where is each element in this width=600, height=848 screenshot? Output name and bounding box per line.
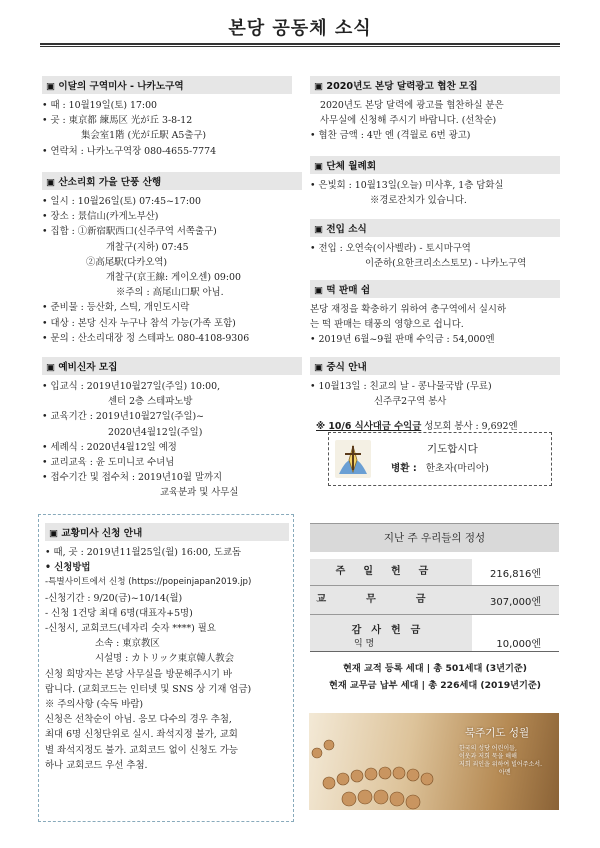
summary-line: 현재 교적 등록 세대 | 총 501세대 (3년기준) — [343, 663, 527, 674]
info-line: • 교리교육 : 윤 도미니코 수녀님 — [42, 457, 175, 469]
info-line: 교육분과 및 사무실 — [160, 487, 239, 499]
offering-amount: 307,000엔 — [489, 596, 541, 608]
offering-row — [310, 559, 559, 586]
info-line: • 2019년 6월~9월 판매 수익금 : 54,000엔 — [310, 334, 495, 346]
info-line: 최대 6명 신청단위로 실시. 좌석지정 불가, 교회 — [45, 729, 238, 741]
section-hiking — [42, 172, 302, 346]
section-title: ▣ 산소리회 가을 단풍 산행 — [42, 172, 302, 190]
section-elder-group — [310, 156, 560, 208]
banner-line: 아멘 — [499, 769, 511, 776]
info-line: • 세례식 : 2020년4월12일 예정 — [42, 441, 177, 453]
section-calendar-ad — [310, 76, 560, 144]
info-line: 하나 교회코드 우선 추첨. — [45, 759, 148, 771]
prayer-box — [328, 432, 552, 486]
summary-line: 현재 교무금 납부 세대 | 총 226세대 (2019년기준) — [328, 680, 542, 691]
section-title: ▣ 떡 판매 쉼 — [310, 280, 560, 298]
offering-label: 감사헌금 — [351, 625, 431, 636]
info-line: • 전입 : 오연숙(이사벨라) - 토시마구역 — [310, 243, 471, 254]
section-papal-mass — [45, 523, 289, 773]
offering-sublabel: 익 명 — [354, 639, 375, 649]
info-line: 사무실에 신청해 주시기 바랍니다. (선착순) — [320, 115, 497, 127]
info-line: • 때 : 10월19일(토) 17:00 — [42, 100, 158, 111]
section-lunch — [310, 357, 560, 435]
info-line: • 연락처 : 나카노구역장 080-4655-7774 — [42, 145, 217, 157]
section-title: ▣ 단체 월례회 — [310, 156, 560, 174]
section-catechumen — [42, 357, 302, 501]
offering-label-cell — [310, 615, 472, 651]
info-line: -특별사이트에서 신청 (https://popeinjapan2019.jp) — [45, 577, 252, 588]
title-rule-bottom — [40, 46, 560, 47]
info-line: 신청은 선착순이 아님. 응모 다수의 경우 추첨, — [45, 714, 232, 726]
banner-prayer — [459, 745, 542, 777]
info-line: ※경로잔치가 있습니다. — [370, 195, 467, 207]
info-line: - 신청 1건당 최대 6명(대표자+5명) — [45, 607, 193, 619]
info-line: ※주의 : 高尾山口駅 아님. — [116, 287, 224, 299]
info-line: • 교육기간 : 2019년10월27일(주일)~ — [42, 411, 205, 423]
info-line: 2020년4월12일(주일) — [108, 426, 203, 438]
info-line: ※ 주의사항 (숙독 바람) — [45, 699, 144, 711]
info-line: • 은빛회 : 10월13일(오늘) 미사후, 1층 담화실 — [310, 180, 504, 191]
section-ricecake — [310, 280, 560, 348]
papal-mass-box — [38, 514, 294, 822]
info-line: • 입교식 : 2019년10월27일(주일) 10:00, — [42, 381, 221, 392]
prayer-label: 병환 : — [391, 463, 417, 474]
offering-row — [310, 586, 559, 615]
info-line: • 준비물 : 등산화, 스틱, 개인도시락 — [42, 302, 190, 314]
praying-hands-icon — [335, 440, 371, 478]
info-line: • 곳 : 東京都 練馬区 光が丘 3-8-12 — [42, 115, 193, 127]
info-line: • 문의 : 산소리대장 정 스테파노 080-4108-9306 — [42, 332, 250, 344]
info-line: • 때, 곳 : 2019년11월25일(월) 16:00, 도쿄돔 — [45, 547, 242, 558]
info-line: • 대상 : 본당 신자 누구나 참석 가능(가족 포함) — [42, 317, 236, 329]
lunch-note-bold: ※ 10/6 식사대금 수익금 — [316, 421, 422, 433]
offering-label: 교무금 — [316, 594, 466, 605]
section-title: ▣ 전입 소식 — [310, 219, 560, 237]
page-title: 본당 공동체 소식 — [228, 18, 372, 39]
info-line: • 일시 : 10월26일(토) 07:45~17:00 — [42, 196, 201, 207]
prayer-line — [391, 460, 489, 474]
banner-line: 이웃과 저희 묵을 해해 — [459, 753, 517, 760]
info-line: ②高尾駅(다카오역) — [86, 256, 168, 268]
info-line: 별 좌석지정도 불가. 교회코드 없이 신청도 가능 — [45, 744, 238, 756]
section-title: ▣ 중식 안내 — [310, 357, 560, 375]
banner-title: 묵주기도 성월 — [465, 727, 530, 739]
info-line: 랍니다. (교회코드는 인터넷 및 SNS 상 기재 엄금) — [45, 683, 252, 695]
info-line: 는 떡 판매는 태풍의 영향으로 쉽니다. — [310, 319, 464, 331]
info-line: 2020년도 본당 달력에 광고를 협찬하실 분은 — [320, 100, 504, 111]
info-line: 신청 희망자는 본당 사무실을 방문해주시기 바 — [45, 668, 232, 680]
info-line: 본당 재정을 확충하기 위하여 총구역에서 실시하 — [310, 304, 507, 315]
info-line: -신청시, 교회코드(네자리 숫자 ****) 필요 — [45, 623, 216, 635]
offering-title: 지난 주 우리들의 정성 — [310, 523, 559, 553]
info-line: 개찰구(京王線: 게이오센) 09:00 — [106, 272, 241, 284]
info-line: 소속 : 東京教区 — [95, 638, 160, 650]
offering-amount: 216,816엔 — [489, 568, 541, 580]
prayer-title: 기도합시다 — [427, 443, 478, 455]
info-line: • 10월13일 : 친교의 날 - 콩나물국밥 (무료) — [310, 381, 492, 392]
offering-row — [310, 615, 559, 652]
info-line: 이준하(요한크리소스토모) - 나카노구역 — [365, 258, 527, 270]
info-line: 시설명 : カトリック東京韓人教会 — [95, 653, 235, 665]
prayer-name: 한초자(마리아) — [425, 463, 489, 474]
offering-amount: 10,000엔 — [496, 639, 541, 650]
title-rule-top — [40, 43, 560, 45]
info-line: • 장소 : 景信山(카게노부산) — [42, 211, 159, 223]
info-line: 센터 2층 스테파노방 — [108, 396, 193, 408]
offering-label: 주일헌금 — [310, 559, 472, 585]
section-transfer — [310, 219, 560, 271]
offering-table — [310, 523, 559, 652]
rosary-banner — [309, 713, 559, 810]
info-line: 개찰구(지하) 07:45 — [106, 241, 189, 253]
household-summary — [310, 660, 560, 691]
section-area-mass — [42, 76, 292, 159]
banner-line: 한국의 성당 어린이들, — [459, 745, 517, 752]
info-line: 신주쿠2구역 봉사 — [374, 396, 447, 408]
section-title: ▣ 예비신자 모집 — [42, 357, 302, 375]
section-title: ▣ 교황미사 신청 안내 — [45, 523, 289, 541]
info-line: • 접수기간 및 접수처 : 2019년10월 말까지 — [42, 472, 223, 484]
info-line: • 집합 : ①新宿駅西口(신주쿠역 서쪽출구) — [42, 226, 217, 238]
page-title-wrap — [40, 14, 560, 40]
section-title: ▣ 2020년도 본당 달력광고 협찬 모집 — [310, 76, 560, 94]
section-title: ▣ 이달의 구역미사 - 나카노구역 — [42, 76, 292, 94]
info-line: • 신청방법 — [45, 562, 91, 574]
lunch-note-rest: 성모회 봉사 : 9,692엔 — [421, 421, 518, 433]
info-line: • 협찬 금액 : 4만 엔 (격월로 6번 광고) — [310, 130, 471, 142]
info-line: -신청기간 : 9/20(금)~10/14(월) — [45, 592, 183, 604]
info-line: 集会室1階 (光が丘駅 A5출구) — [81, 130, 207, 142]
banner-line: 저희 죄인을 위하여 빌어주소서. — [459, 761, 542, 768]
